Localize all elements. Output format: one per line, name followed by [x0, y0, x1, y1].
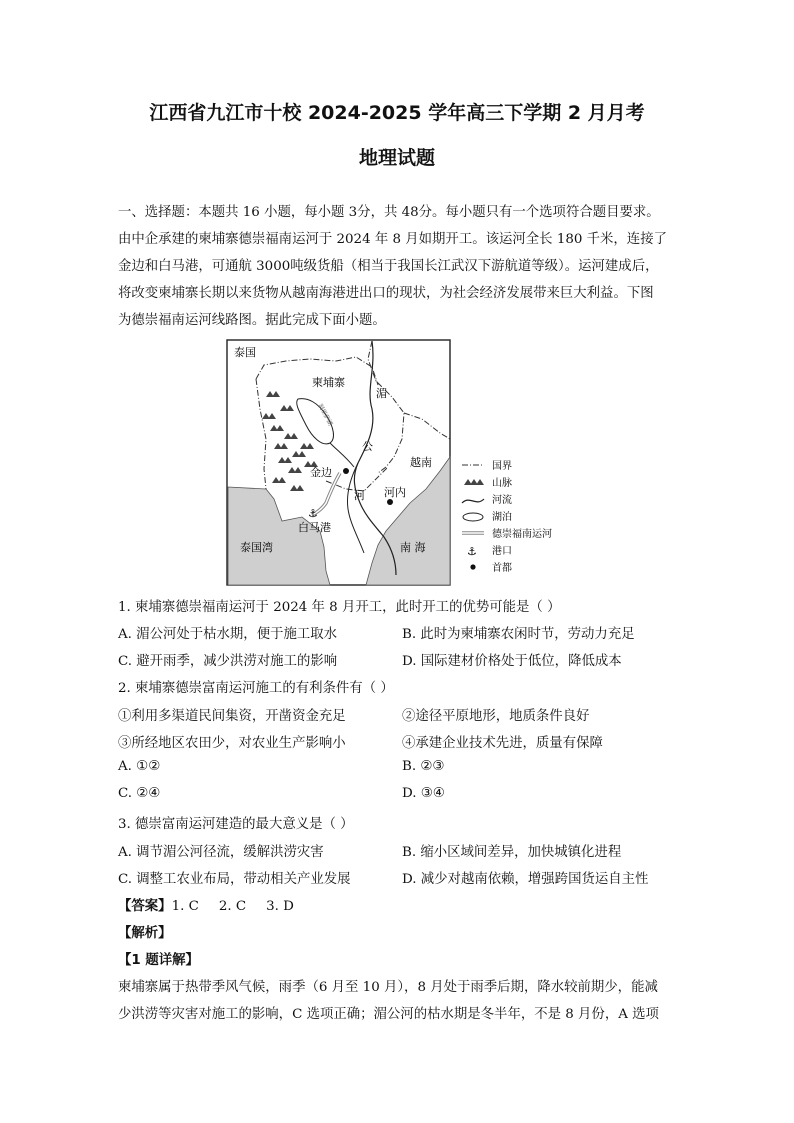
- legend-capital-label: 首都: [492, 563, 512, 574]
- q3-option-b[interactable]: B. 缩小区域间差异，加快城镇化进程: [402, 845, 622, 860]
- q2-option-a[interactable]: A. ①②: [118, 759, 161, 774]
- q1-option-c[interactable]: C. 避开雨季，减少洪涝对施工的影响: [118, 654, 338, 669]
- label-cambodia: 柬埔寨: [312, 376, 345, 389]
- analysis-sub-label: 【1 题详解】: [118, 953, 199, 968]
- answer-1: 1. C: [171, 899, 199, 914]
- answer-line: [118, 895, 314, 914]
- label-lake: 洞里萨湖: [316, 402, 334, 428]
- answer-2: 2. C: [218, 899, 247, 914]
- q1-option-d[interactable]: D. 国际建材价格处于低位，降低成本: [402, 654, 622, 669]
- legend-river-symbol: [462, 499, 484, 503]
- q1-stem: 1. 柬埔寨德崇福南运河于 2024 年 8 月开工，此时开工的优势可能是（ ）: [118, 600, 561, 615]
- q3-stem: 3. 德崇富南运河建造的最大意义是（ ）: [118, 817, 354, 832]
- intro-line: 金边和白马港，可通航 3000吨级货船（相当于我国长江武汉下游航道等级）。运河建成后，: [118, 259, 659, 274]
- legend-port-icon: ⚓: [467, 545, 477, 558]
- analysis-label: 【解析】: [118, 926, 172, 941]
- q2-statement-3: ③所经地区农田少，对农业生产影响小: [118, 736, 346, 751]
- legend-port-label: 港口: [492, 546, 512, 557]
- map-legend: [462, 460, 552, 574]
- intro-paragraph: [118, 199, 684, 334]
- legend-mountain-label: 山脉: [492, 478, 512, 489]
- q2-option-b[interactable]: B. ②③: [402, 759, 445, 774]
- port-anchor-icon: ⚓: [308, 507, 318, 520]
- intro-line: 一、选择题：本题共 16 小题，每小题 3分，共 48分。每小题只有一个选项符合题目要求。: [118, 205, 660, 220]
- label-phnom-penh: 金边: [310, 466, 332, 479]
- q2-option-d[interactable]: D. ③④: [402, 786, 445, 801]
- q2-stem: 2. 柬埔寨德崇富南运河施工的有利条件有（ ）: [118, 681, 394, 696]
- q1-option-a[interactable]: A. 湄公河处于枯水期，便于施工取水: [118, 627, 338, 642]
- legend-lake-label: 湖泊: [492, 512, 512, 523]
- analysis-paragraph-line-1: 柬埔寨属于热带季风气候，雨季（6 月至 10 月），8 月处于雨季后期，降水较前期少，能减: [118, 980, 658, 995]
- canal-route-map: [226, 339, 571, 587]
- analysis-paragraph-line-2: 少洪涝等灾害对施工的影响，C 选项正确；湄公河的枯水期是冬半年，不是 8 月份，A 选项: [118, 1007, 659, 1022]
- legend-river-label: 河流: [492, 495, 512, 506]
- q2-statement-4: ④承建企业技术先进，质量有保障: [402, 736, 603, 751]
- phnom-penh-marker: [343, 468, 349, 474]
- label-baima-port: 白马港: [298, 521, 331, 534]
- title-line-2: 地理试题: [358, 147, 435, 169]
- legend-border-label: 国界: [492, 461, 512, 472]
- legend-mountain-symbol: [464, 479, 484, 485]
- label-thailand: 泰国: [234, 346, 256, 359]
- q2-option-c[interactable]: C. ②④: [118, 786, 161, 801]
- legend-capital-symbol: [470, 564, 475, 569]
- intro-line: 将改变柬埔寨长期以来货物从越南海港进出口的现状，为社会经济发展带来巨大利益。下图: [118, 286, 654, 301]
- label-mekong-1: 湄: [376, 387, 387, 400]
- intro-line: 由中企承建的柬埔寨德崇福南运河于 2024 年 8 月如期开工。该运河全长 180 千米，连接了: [118, 232, 667, 247]
- q3-option-a[interactable]: A. 调节湄公河径流，缓解洪涝灾害: [118, 845, 324, 860]
- answer-3: 3. D: [266, 899, 294, 914]
- label-south-sea: 南 海: [400, 541, 426, 554]
- q3-option-c[interactable]: C. 调整工农业布局，带动相关产业发展: [118, 872, 351, 887]
- label-hanoi: 河内: [384, 486, 406, 499]
- q1-option-b[interactable]: B. 此时为柬埔寨农闲时节，劳动力充足: [402, 627, 635, 642]
- title-line-1: 江西省九江市十校 2024-2025 学年高三下学期 2 月月考: [149, 102, 645, 124]
- intro-line: 为德崇福南运河线路图。据此完成下面小题。: [118, 313, 386, 328]
- label-vietnam: 越南: [410, 456, 432, 469]
- legend-lake-symbol: [463, 513, 483, 521]
- q2-statement-2: ②途径平原地形，地质条件良好: [402, 709, 590, 724]
- label-mekong-2: 公: [362, 440, 373, 453]
- legend-canal-label: 德崇福南运河: [492, 529, 552, 540]
- hanoi-marker: [387, 499, 393, 505]
- q2-statement-1: ①利用多渠道民间集资，开凿资金充足: [118, 709, 346, 724]
- answer-label: 【答案】: [118, 899, 172, 914]
- label-gulf: 泰国湾: [240, 541, 273, 554]
- q3-option-d[interactable]: D. 减少对越南依赖，增强跨国货运自主性: [402, 872, 649, 887]
- label-mekong-3: 河: [354, 489, 365, 502]
